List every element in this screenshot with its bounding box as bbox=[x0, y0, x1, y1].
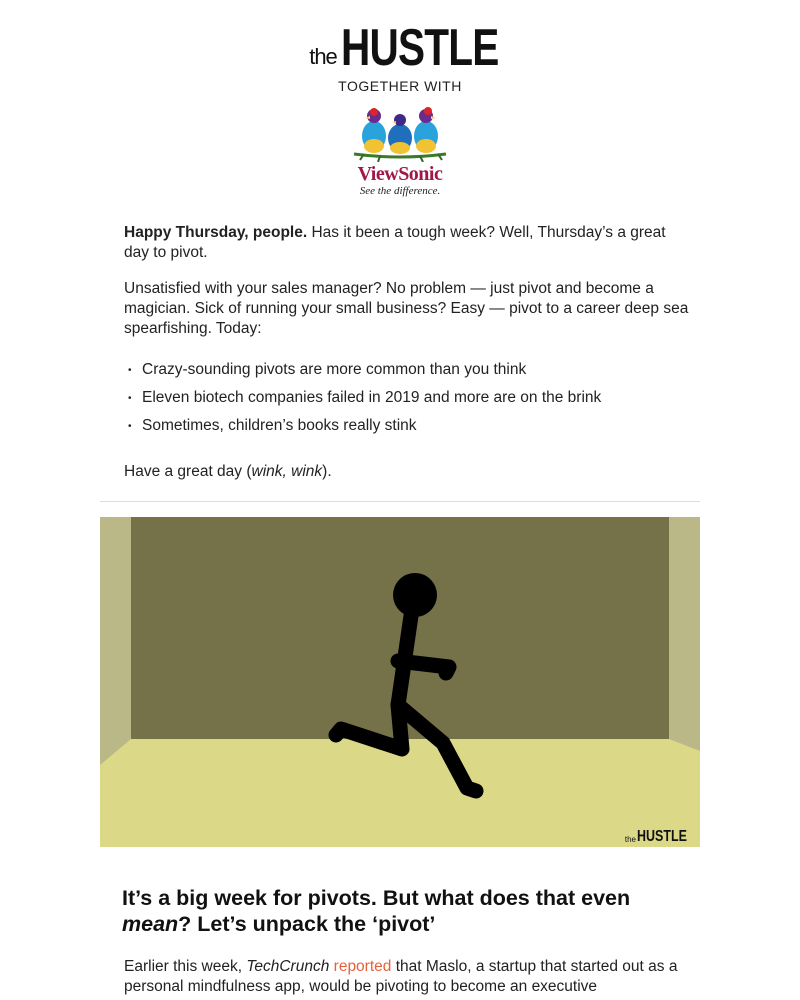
reported-link[interactable]: reported bbox=[333, 958, 392, 975]
p1-source: TechCrunch bbox=[246, 958, 330, 975]
hustle-logo[interactable] bbox=[100, 0, 700, 78]
intro-paragraph: Unsatisfied with your sales manager? No problem — just pivot and become a magician. Sick of running your small business? Easy — pivot to a career deep sea spearfishing. Today: bbox=[124, 280, 689, 337]
watermark-small-text: the bbox=[624, 835, 636, 844]
list-item: • Sometimes, children’s books really stink bbox=[142, 416, 694, 436]
greeting-bold: Happy Thursday, people. bbox=[124, 224, 308, 241]
closing-wink: wink, wink bbox=[251, 463, 323, 480]
list-item: • Crazy-sounding pivots are more common than you think bbox=[142, 360, 694, 380]
article-body bbox=[100, 957, 700, 997]
headline-part1: It’s a big week for pivots. But what does that even bbox=[122, 886, 631, 910]
together-with-label: TOGETHER WITH bbox=[338, 78, 462, 94]
article-paragraph bbox=[124, 957, 694, 997]
greeting-paragraph bbox=[124, 223, 694, 263]
greeting-rest: Has it been a tough week? Well, Thursday’s a great day to pivot. bbox=[124, 224, 666, 261]
topics-list bbox=[124, 360, 694, 436]
list-item: • Eleven biotech companies failed in 2019 and more are on the brink bbox=[142, 388, 694, 408]
sponsor-name: ViewSonic bbox=[357, 163, 443, 185]
closing-pre: Have a great day ( bbox=[124, 463, 252, 480]
hero-illustration[interactable] bbox=[100, 517, 700, 847]
p1-post: that Maslo, a startup that started out as a personal mindfulness app, would be pivoting to become an executive bbox=[124, 958, 678, 995]
newsletter bbox=[100, 0, 700, 997]
closing-post: ). bbox=[322, 463, 332, 480]
sponsor-logo[interactable] bbox=[100, 104, 700, 197]
closing-paragraph bbox=[124, 462, 694, 482]
hustle-watermark bbox=[625, 830, 692, 844]
logo-small-text: the bbox=[309, 44, 337, 69]
running-stick-figure-image bbox=[100, 517, 700, 847]
sponsor-tagline: See the difference. bbox=[359, 185, 441, 197]
intro-section bbox=[100, 223, 700, 482]
headline-em: mean bbox=[122, 912, 179, 936]
logo-big-text: HUSTLE bbox=[340, 19, 499, 78]
article-headline bbox=[122, 885, 682, 937]
headline-part2: ? Let’s unpack the ‘pivot’ bbox=[178, 912, 436, 936]
viewsonic-birds-icon bbox=[350, 104, 450, 162]
p1-pre: Earlier this week, bbox=[124, 958, 247, 975]
watermark-big-text: HUSTLE bbox=[637, 828, 687, 846]
section-divider bbox=[100, 501, 700, 502]
